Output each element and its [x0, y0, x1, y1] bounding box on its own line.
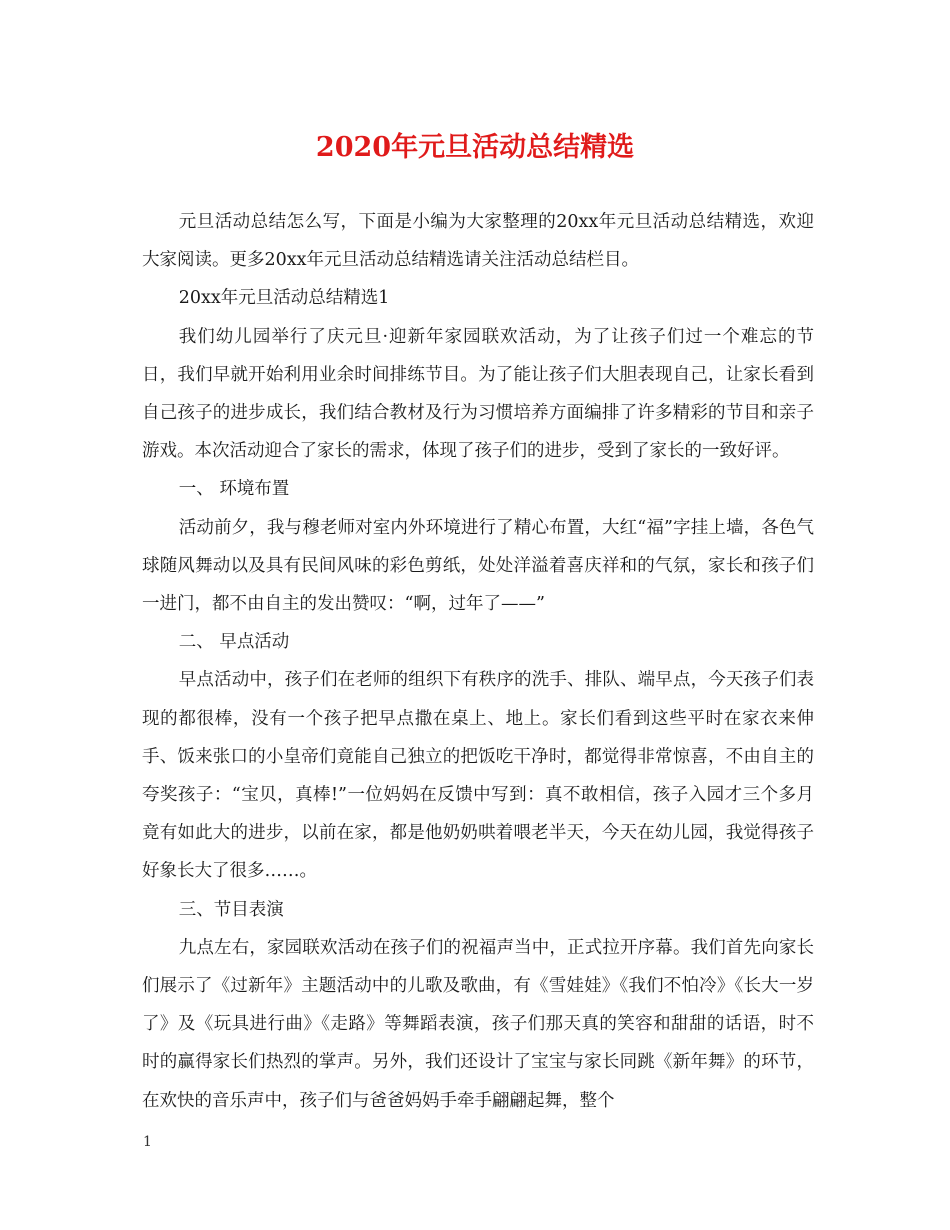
body-paragraph: 我们幼儿园举行了庆元旦·迎新年家园联欢活动，为了让孩子们过一个难忘的节日，我们早就开始利用业余时间排练节目。为了能让孩子们大胆表现自己，让家长看到自己孩子的进步成长，我们结合教材及行为习惯培养方面编排了许多精彩的节目和亲子游戏。本次活动迎合了家长的需求，体现了孩子们的进步，受到了家长的一致好评。	[142, 326, 814, 462]
subsection-heading: 三、节目表演	[178, 899, 284, 920]
page-number: 1	[143, 1134, 152, 1150]
body-paragraph: 九点左右，家园联欢活动在孩子们的祝福声当中，正式拉开序幕。我们首先向家长们展示了《过新年》主题活动中的儿歌及歌曲，有《雪娃娃》《我们不怕冷》《长大一岁了》及《玩具进行曲》《走路》等舞蹈表演，孩子们那天真的笑容和甜甜的话语，时不时的赢得家长们热烈的掌声。另外，我们还设计了宝宝与家长同跳《新年舞》的环节，在欢快的音乐声中，孩子们与爸爸妈妈手牵手翩翩起舞，整个	[142, 937, 814, 1111]
intro-paragraph: 元旦活动总结怎么写，下面是小编为大家整理的20xx年元旦活动总结精选，欢迎大家阅读。更多20xx年元旦活动总结精选请关注活动总结栏目。	[142, 212, 814, 271]
body-paragraph: 早点活动中，孩子们在老师的组织下有秩序的洗手、排队、端早点，今天孩子们表现的都很棒，没有一个孩子把早点撒在桌上、地上。家长们看到这些平时在家衣来伸手、饭来张口的小皇帝们竟能自己独立的把饭吃干净时，都觉得非常惊喜，不由自主的夸奖孩子：“宝贝，真棒!”一位妈妈在反馈中写到：真不敢相信，孩子入园才三个多月竟有如此大的进步，以前在家，都是他奶奶哄着喂老半天，今天在幼儿园，我觉得孩子好象长大了很多……。	[142, 670, 814, 882]
subsection-heading: 一、 环境布置	[178, 479, 290, 500]
section-heading: 20xx年元旦活动总结精选1	[178, 288, 390, 309]
body-paragraph: 活动前夕，我与穆老师对室内外环境进行了精心布置，大红“福”字挂上墙，各色气球随风舞动以及具有民间风味的彩色剪纸，处处洋溢着喜庆祥和的气氛，家长和孩子们一进门，都不由自主的发出赞叹：“啊，过年了——”	[142, 517, 814, 615]
subsection-heading: 二、 早点活动	[178, 632, 290, 653]
document-body	[142, 203, 814, 1120]
document-title: 2020年元旦活动总结精选	[315, 132, 635, 163]
